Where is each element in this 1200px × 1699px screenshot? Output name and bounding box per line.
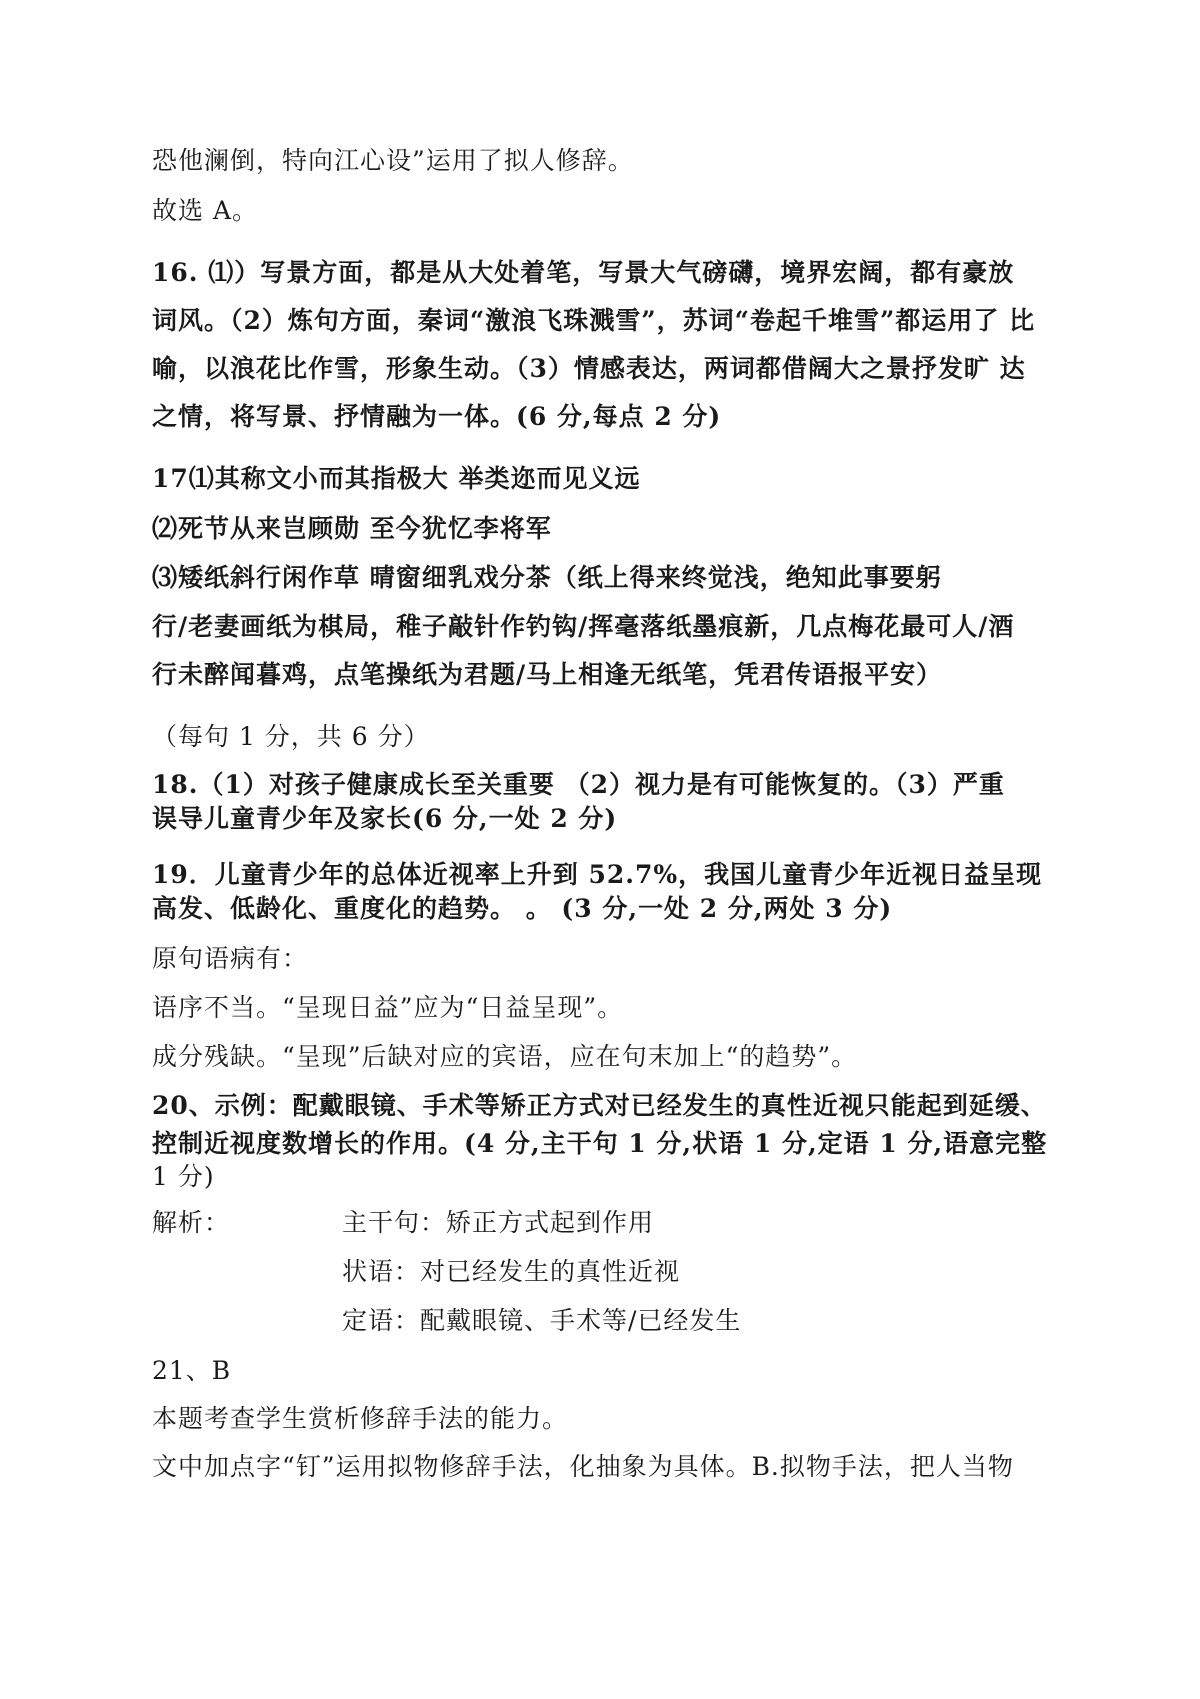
answer-17-line: ⑵死节从来岂顾勋 至今犹忆李将军 bbox=[152, 514, 552, 543]
answer-20-line: 20、示例：配戴眼镜、手术等矫正方式对已经发生的真性近视只能起到延缓、 bbox=[152, 1091, 1047, 1120]
analysis-item: 定语：配戴眼镜、手术等/已经发生 bbox=[342, 1306, 742, 1335]
text-line: 故选 A。 bbox=[152, 196, 259, 225]
answer-20-line: 控制近视度数增长的作用。(4 分,主干句 1 分,状语 1 分,定语 1 分,语意完整 bbox=[152, 1129, 1048, 1158]
answer-19-line: 19．儿童青少年的总体近视率上升到 52.7%，我国儿童青少年近视日益呈现 bbox=[152, 860, 1043, 889]
answer-18-line: 18.（1）对孩子健康成长至关重要 （2）视力是有可能恢复的。（3）严重 bbox=[152, 770, 1005, 799]
answer-17-score: （每句 1 分，共 6 分） bbox=[152, 722, 430, 751]
text-line: 本题考查学生赏析修辞手法的能力。 bbox=[152, 1404, 569, 1433]
answer-16-line: 之情，将写景、抒情融为一体。(6 分,每点 2 分) bbox=[152, 402, 722, 431]
text-line: 文中加点字“钉”运用拟物修辞手法，化抽象为具体。B.拟物手法，把人当物 bbox=[152, 1452, 1014, 1481]
answer-17-line: ⑶矮纸斜行闲作草 晴窗细乳戏分茶（纸上得来终觉浅，绝知此事要躬 bbox=[152, 563, 942, 592]
text-line: 恐他澜倒，特向江心设”运用了拟人修辞。 bbox=[152, 146, 634, 175]
answer-16-line: 喻，以浪花比作雪，形象生动。（3）情感表达，两词都借阔大之景抒发旷 达 bbox=[152, 354, 1026, 383]
analysis-item: 状语：对已经发生的真性近视 bbox=[342, 1257, 681, 1286]
answer-21-line: 21、B bbox=[152, 1356, 232, 1385]
answer-16-line: 词风。（2）炼句方面，秦词“激浪飞珠溅雪”，苏词“卷起千堆雪”都运用了 比 bbox=[152, 306, 1036, 335]
text-line: 原句语病有： bbox=[152, 944, 309, 973]
answer-17-line: 行/老妻画纸为棋局，稚子敲针作钓钩/挥毫落纸墨痕新，几点梅花最可人/酒 bbox=[152, 612, 1015, 641]
analysis-item: 主干句：矫正方式起到作用 bbox=[342, 1208, 655, 1237]
text-line: 语序不当。“呈现日益”应为“日益呈现”。 bbox=[152, 993, 624, 1022]
analysis-label: 解析： bbox=[152, 1208, 231, 1237]
answer-17-line: 17⑴其称文小而其指极大 举类迩而见义远 bbox=[152, 464, 641, 493]
answer-16-line: 16. ⑴）写景方面，都是从大处着笔，写景大气磅礴，境界宏阔，都有豪放 bbox=[152, 258, 1015, 287]
answer-19-line: 高发、低龄化、重度化的趋势。 。 (3 分,一处 2 分,两处 3 分) bbox=[152, 894, 893, 923]
answer-20-line: 1 分) bbox=[152, 1162, 215, 1191]
answer-18-line: 误导儿童青少年及家长(6 分,一处 2 分) bbox=[152, 804, 618, 833]
text-line: 成分残缺。“呈现”后缺对应的宾语，应在句末加上“的趋势”。 bbox=[152, 1042, 858, 1071]
answer-17-line: 行未醉闻暮鸡，点笔操纸为君题/马上相逢无纸笔，凭君传语报平安） bbox=[152, 660, 943, 689]
